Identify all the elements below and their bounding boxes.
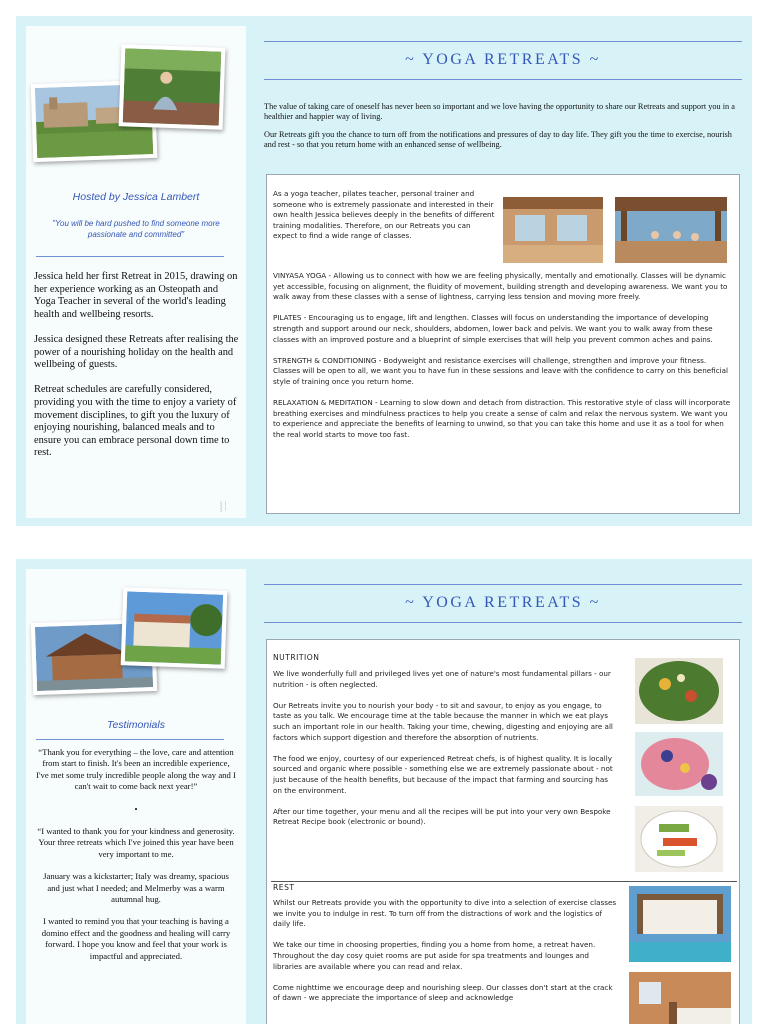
bio-paragraph: Jessica held her first Retreat in 2015, drawing on her experience working as an Osteopath and Yoga Teacher in several of the world's leading health and wellbeing resorts. xyxy=(34,271,238,320)
nutrition-paragraph: The food we enjoy, courtesy of our experienced Retreat chefs, is of highest quality. It is locally sourced and organic where possible - something else we are extremely passionate about - not just because of the health benefits, but because of the impact that farming and sourcing has on the environment. xyxy=(273,753,613,795)
rest-paragraph: Come nighttime we encourage deep and nourishing sleep. Our classes don't start at the crack of dawn - we appreciate the importance of sleep and acknowledge xyxy=(273,982,613,1003)
rest-paragraph: We take our time in choosing properties, finding you a home from home, a retreat haven. Throughout the day cosy quiet rooms are put aside for spa treatments and lounges and libraries are available where you can read and relax. xyxy=(273,940,596,971)
nutrition-paragraph: After our time together, your menu and all the recipes will be put into your very own Bespoke Retreat Recipe book (electronic or bound). xyxy=(273,806,611,827)
photo-vegetables xyxy=(635,806,723,872)
nutrition-heading: NUTRITION xyxy=(273,653,320,662)
classes-box xyxy=(266,174,740,514)
photo-yoga-studio xyxy=(503,197,603,263)
title-rule-top xyxy=(264,584,742,585)
sidebar xyxy=(26,569,246,1024)
section-vinyasa: VINYASA YOGA - Allowing us to connect with how we are feeling physically, mentally and emotionally. Classes will be dynamic yet accessible, focusing on alignment, the fluidity of movement, building strength and developing awareness. We want you to walk away from these classes with a sense of lightness, carrying less tension and moving more freely. xyxy=(273,271,728,302)
rest-heading: REST xyxy=(273,883,295,892)
photo-villa xyxy=(121,587,228,669)
title-rule-top xyxy=(264,41,742,42)
host-quote: "You will be hard pushed to find someone more passionate and committed" xyxy=(52,219,220,239)
bio-paragraph: Jessica designed these Retreats after realising the power of a nourishing holiday on the health and wellbeing of guests. xyxy=(34,333,239,371)
intro-paragraph: Our Retreats gift you the chance to turn off from the notifications and pressures of day to day life. They gift you the time to exercise, nourish and rest - so that you return home with an enhanced sense of wellbeing. xyxy=(264,129,732,150)
photo-salad xyxy=(635,658,723,724)
main-content xyxy=(264,559,742,1024)
host-title: Hosted by Jessica Lambert xyxy=(72,191,200,203)
classes-intro: As a yoga teacher, pilates teacher, personal trainer and someone who is extremely passionate and interested in their own health Jessica believes deeply in the benefits of different training modalities. Therefore, on our Retreats you can expect to find a wide range of classes. xyxy=(273,189,495,241)
rest-paragraph: Whilst our Retreats provide you with the opportunity to dive into a selection of exercise classes we invite you to indulge in rest. To turn off from the distractions of work and the logistics of daily life. xyxy=(273,898,617,929)
class-descriptions xyxy=(273,271,733,451)
section-relaxation: RELAXATION & MEDITATION - Learning to slow down and detach from distraction. This restorative style of class will incorporate breathing exercises and mindfulness practices to help you create a sense of calm and relax the nervous system. We want you to experience and appreciate the benefits of learning to unwind, so that you can take this home and use it as a tool for when the real world starts to move too fast. xyxy=(273,398,731,439)
rest-text xyxy=(273,898,619,1015)
section-strength: STRENGTH & CONDITIONING - Bodyweight and resistance exercises will challenge, strengthen and improve your fitness. Classes will be open to all, we want you to have fun in these sessions and leave with the confidence to carry on this beneficial style of training once you return home. xyxy=(273,355,729,386)
testimonial: I wanted to remind you that your teaching is having a domino effect and the goodness and healing will carry forward. I hope you know and feel that your work is impactful and appreciated. xyxy=(41,916,231,961)
main-content xyxy=(264,16,742,526)
nutrition-rest-box xyxy=(266,639,740,1024)
section-divider xyxy=(271,881,737,882)
photo-pool-cabana xyxy=(629,886,731,962)
testimonial: January was a kickstarter; Italy was dreamy, spacious and just what I needed; and Melmerby was a warm autumnal hug. xyxy=(43,871,229,905)
page-title: ~ YOGA RETREATS ~ xyxy=(405,594,601,611)
divider xyxy=(36,256,224,257)
title-rule-bottom xyxy=(264,79,742,80)
page-title: ~ YOGA RETREATS ~ xyxy=(405,51,601,68)
testimonial: “I wanted to thank you for your kindness and generosity. Your three retreats which I've joined this year have been very important to me. xyxy=(37,826,235,859)
intro-text xyxy=(264,102,742,158)
title-rule-bottom xyxy=(264,622,742,623)
brochure-page-1 xyxy=(16,16,752,526)
photo-bedroom xyxy=(629,972,731,1024)
separator-dot: • xyxy=(134,803,138,814)
testimonials-title: Testimonials xyxy=(107,719,165,731)
photo-outdoor-class xyxy=(615,197,727,263)
intro-paragraph: The value of taking care of oneself has never been so important and we love having the opportunity to share our Retreats and support you in a healthier and happier way of living. xyxy=(264,102,735,122)
divider xyxy=(36,739,224,740)
photo-yoga-meditation xyxy=(119,44,226,130)
nutrition-paragraph: Our Retreats invite you to nourish your body - to sit and savour, to enjoy as you engage, to taste as you talk. We encourage time at the table because the manner in which we eat plays such an important role in our health. Taking your time, chewing, digesting and enjoying are all factors which support digestion and therefore the absorption of nutrients. xyxy=(273,700,613,742)
testimonial: “Thank you for everything – the love, care and attention from start to finish. It's been an incredible experience, I've met some truly incredible people along the way and I can't wait to come back next year!” xyxy=(36,747,236,792)
nutrition-text xyxy=(273,669,619,839)
bio-paragraph: Retreat schedules are carefully considered, providing you with the time to enjoy a variety of movement disciplines, to gift you the luxury of enjoying nourishing, balanced meals and to ensure you can embrace personal down time to rest. xyxy=(34,384,237,459)
watermark-icon: ⸾⏐ xyxy=(219,501,228,511)
photo-fruit-bowl xyxy=(635,732,723,796)
testimonials-list xyxy=(36,747,236,973)
host-bio xyxy=(34,271,240,473)
section-pilates: PILATES - Encouraging us to engage, lift and lengthen. Classes will focus on understanding the importance of developing strength and support around our neck, shoulders, abdomen, lower back and pelvis. We want you to walk away from these classes with an improved posture and a blueprint of simple exercises that will help you prevent common aches and pains. xyxy=(273,313,713,344)
nutrition-paragraph: We live wonderfully full and privileged lives yet one of nature's most fundamental pillars - our nutrition - is often neglected. xyxy=(273,669,611,689)
brochure-page-2 xyxy=(16,559,752,1024)
sidebar xyxy=(26,26,246,518)
